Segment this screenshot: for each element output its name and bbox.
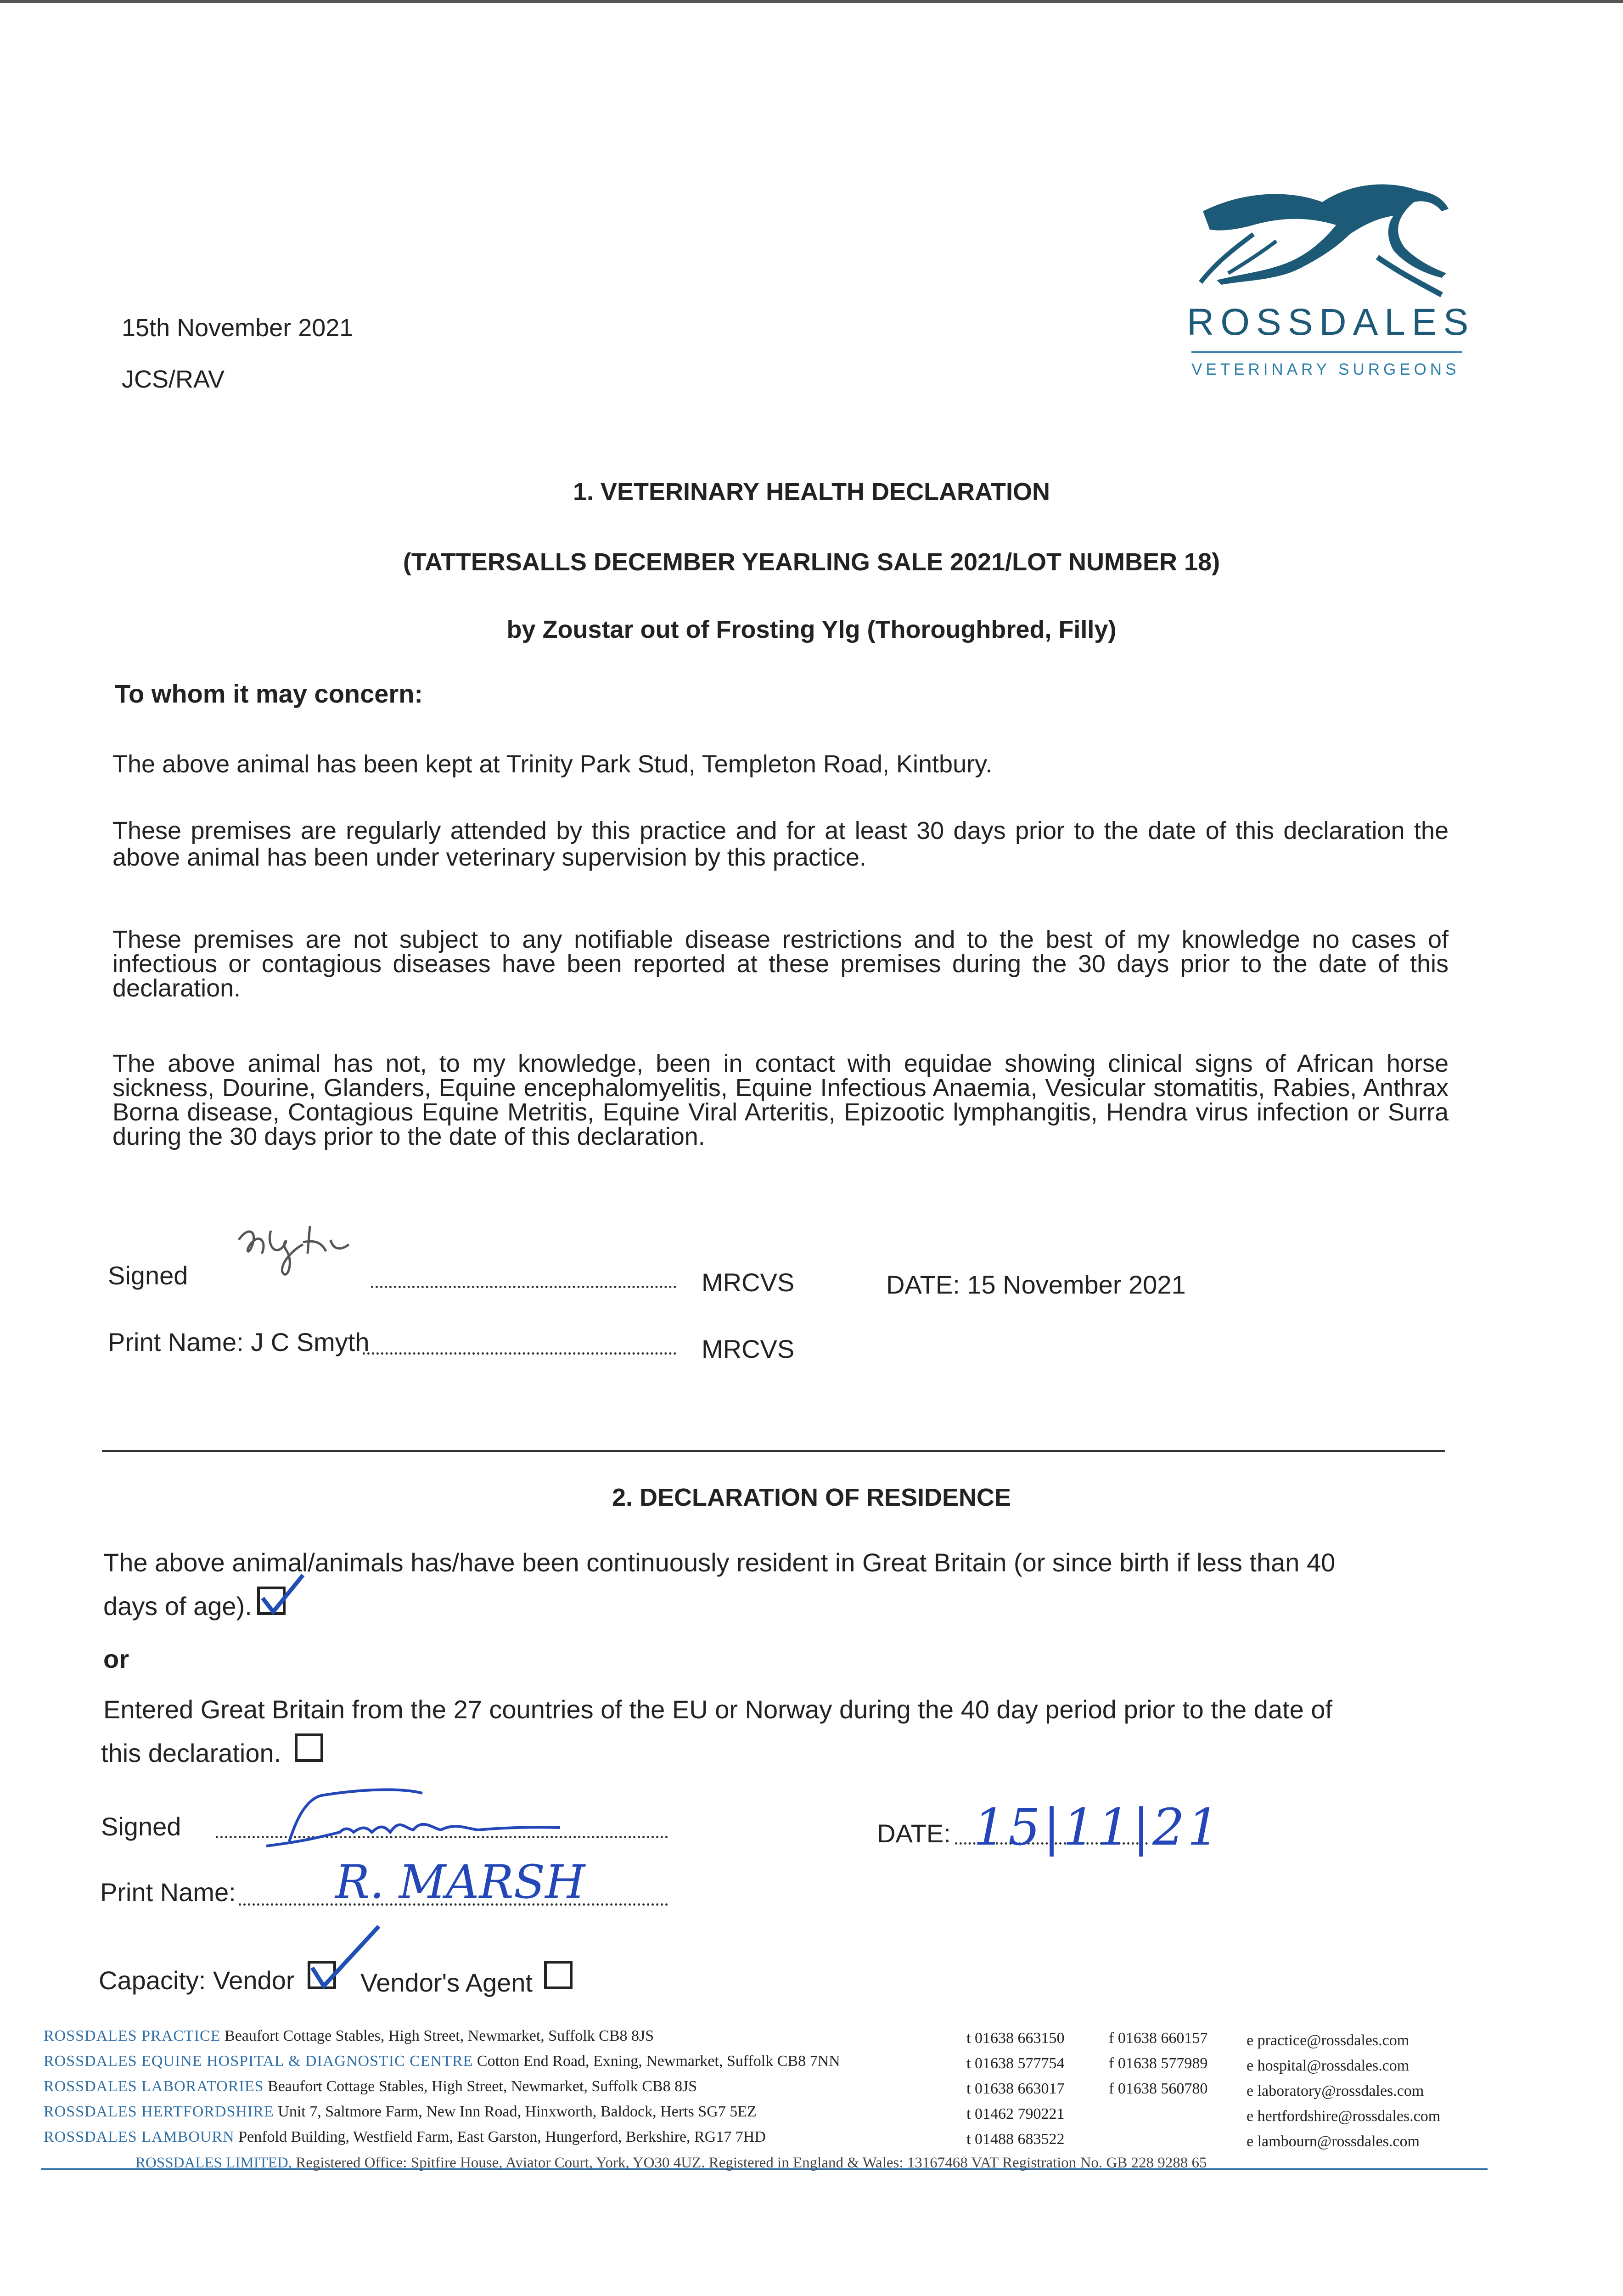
- vendor-print-name-handwritten: R. MARSH: [335, 1855, 585, 1909]
- footer-branch-hospital: [44, 2053, 840, 2070]
- footer-branch-name: ROSSDALES EQUINE HOSPITAL & DIAGNOSTIC CENTRE: [44, 2053, 473, 2070]
- footer-phone-laboratories: t 01638 663017: [966, 2080, 1065, 2097]
- footer-phone-hertfordshire: t 01462 790221: [966, 2105, 1065, 2122]
- footer-email-hospital[interactable]: e hospital@rossdales.com: [1247, 2057, 1410, 2074]
- paragraph-contact: The above animal has not, to my knowledge, been in contact with equidae showing clinical signs of African horse sickness, Dourine, Glanders, Equine encephalomyelitis, Equine Infectious Anaemia, Vesicular stomatitis, Rabies, Anthrax Borna disease, Contagious Equine Metritis, Equine Viral Arteritis, Epizootic lymphangitis, Hendra virus infection or Surra during the 30 days prior to the date of this declaration.: [112, 1050, 1449, 1150]
- section1-heading: 1. VETERINARY HEALTH DECLARATION: [573, 478, 1050, 506]
- footer-fax-practice: f 01638 660157: [1109, 2030, 1208, 2047]
- vendor-agent-checkbox[interactable]: [544, 1961, 573, 1989]
- resident-gb-checkmark: [257, 1570, 308, 1621]
- footer-branch-address: Beaufort Cottage Stables, High Street, Newmarket, Suffolk CB8 8JS: [268, 2078, 697, 2095]
- footer-branch-lambourn: [44, 2128, 766, 2146]
- footer-company-name: ROSSDALES LIMITED,: [135, 2155, 292, 2171]
- horse-description: by Zoustar out of Frosting Ylg (Thoroughbred, Filly): [506, 616, 1117, 643]
- footer-phone-lambourn: t 01488 683522: [966, 2131, 1065, 2148]
- logo-underline: [1191, 351, 1462, 353]
- footer-registration-details: Registered Office: Spitfire House, Aviator Court, York, YO30 4UZ. Registered in England & Wales: 13167468 VAT Registration No. GB 228 9288 65: [296, 2155, 1207, 2171]
- footer-branch-address: Cotton End Road, Exning, Newmarket, Suffolk CB8 7NN: [477, 2053, 840, 2070]
- salutation: To whom it may concern:: [115, 679, 423, 708]
- footer-branch-name: ROSSDALES LAMBOURN: [44, 2128, 235, 2145]
- or-label: or: [103, 1644, 129, 1673]
- footer-email-hertfordshire[interactable]: e hertfordshire@rossdales.com: [1247, 2108, 1441, 2125]
- signed-label: Signed: [108, 1261, 188, 1290]
- footer-branch-practice: [44, 2027, 654, 2045]
- vendor-date-handwritten: 15|11|21: [973, 1798, 1223, 1857]
- vet-declaration-date: DATE: 15 November 2021: [886, 1270, 1186, 1299]
- footer-phone-practice: t 01638 663150: [966, 2030, 1065, 2047]
- vet-print-name-line: [363, 1352, 676, 1355]
- footer-branch-address: Beaufort Cottage Stables, High Street, Newmarket, Suffolk CB8 8JS: [224, 2027, 654, 2044]
- footer-email-lambourn[interactable]: e lambourn@rossdales.com: [1247, 2133, 1420, 2150]
- vet-print-name: Print Name: J C Smyth: [108, 1328, 370, 1356]
- residence-option2-line2: this declaration.: [101, 1739, 281, 1767]
- entered-gb-checkbox[interactable]: [295, 1733, 323, 1762]
- letter-date: 15th November 2021: [122, 314, 354, 342]
- capacity-label: Capacity: Vendor: [99, 1966, 295, 1995]
- footer-registration: [135, 2155, 1207, 2172]
- footer-branch-address: Unit 7, Saltmore Farm, New Inn Road, Hinxworth, Baldock, Herts SG7 5EZ: [278, 2103, 757, 2120]
- residence-option1-line1: The above animal/animals has/have been continuously resident in Great Britain (or since birth if less than 40: [103, 1548, 1336, 1577]
- section1-subheading: (TATTERSALLS DECEMBER YEARLING SALE 2021/LOT NUMBER 18): [403, 548, 1220, 576]
- rossdales-horse-logo: [1185, 174, 1460, 303]
- footer-email-laboratories[interactable]: e laboratory@rossdales.com: [1247, 2082, 1424, 2099]
- footer-branch-address: Penfold Building, Westfield Farm, East Garston, Hungerford, Berkshire, RG17 7HD: [238, 2128, 766, 2145]
- vendor-agent-label: Vendor's Agent: [360, 1968, 533, 1997]
- section2-heading: 2. DECLARATION OF RESIDENCE: [612, 1484, 1011, 1511]
- footer-email-practice[interactable]: e practice@rossdales.com: [1247, 2032, 1410, 2049]
- footer-branch-name: ROSSDALES HERTFORDSHIRE: [44, 2103, 274, 2120]
- scan-top-edge: [0, 0, 1623, 3]
- paragraph-premises: The above animal has been kept at Trinity Park Stud, Templeton Road, Kintbury.: [112, 750, 993, 778]
- footer-branch-name: ROSSDALES LABORATORIES: [44, 2078, 264, 2095]
- signed-mrcvs: MRCVS: [702, 1268, 795, 1297]
- residence-option2-line1: Entered Great Britain from the 27 countries of the EU or Norway during the 40 day period prior to the date of: [103, 1695, 1333, 1724]
- footer-branch-hertfordshire: [44, 2103, 757, 2121]
- residence-option1-line2: days of age).: [103, 1592, 252, 1621]
- logo-tagline: VETERINARY SURGEONS: [1191, 360, 1460, 378]
- vet-signature-image: [234, 1217, 367, 1286]
- letter-reference: JCS/RAV: [122, 366, 225, 393]
- print-name-mrcvs: MRCVS: [702, 1334, 795, 1363]
- footer-branch-name: ROSSDALES PRACTICE: [44, 2027, 221, 2044]
- vendor-print-name-label: Print Name:: [100, 1878, 236, 1907]
- vendor-signed-label: Signed: [101, 1812, 181, 1841]
- logo-wordmark: ROSSDALES: [1187, 301, 1475, 343]
- footer-fax-laboratories: f 01638 560780: [1109, 2080, 1208, 2097]
- footer-branch-laboratories: [44, 2078, 697, 2095]
- vendor-signature-image: [257, 1773, 624, 1855]
- paragraph-supervision: These premises are regularly attended by this practice and for at least 30 days prior to the date of this declaration the above animal has been under veterinary supervision by this practice.: [112, 817, 1449, 871]
- section-divider: [102, 1450, 1445, 1452]
- vendor-date-label: DATE:: [877, 1819, 951, 1848]
- footer-phone-hospital: t 01638 577754: [966, 2055, 1065, 2072]
- footer-fax-hospital: f 01638 577989: [1109, 2055, 1208, 2072]
- vet-signature-line: [371, 1286, 676, 1288]
- paragraph-restrictions: These premises are not subject to any notifiable disease restrictions and to the best of my knowledge no cases of infectious or contagious diseases have been reported at these premises during the 30 days prior to the date of this declaration.: [112, 926, 1449, 1002]
